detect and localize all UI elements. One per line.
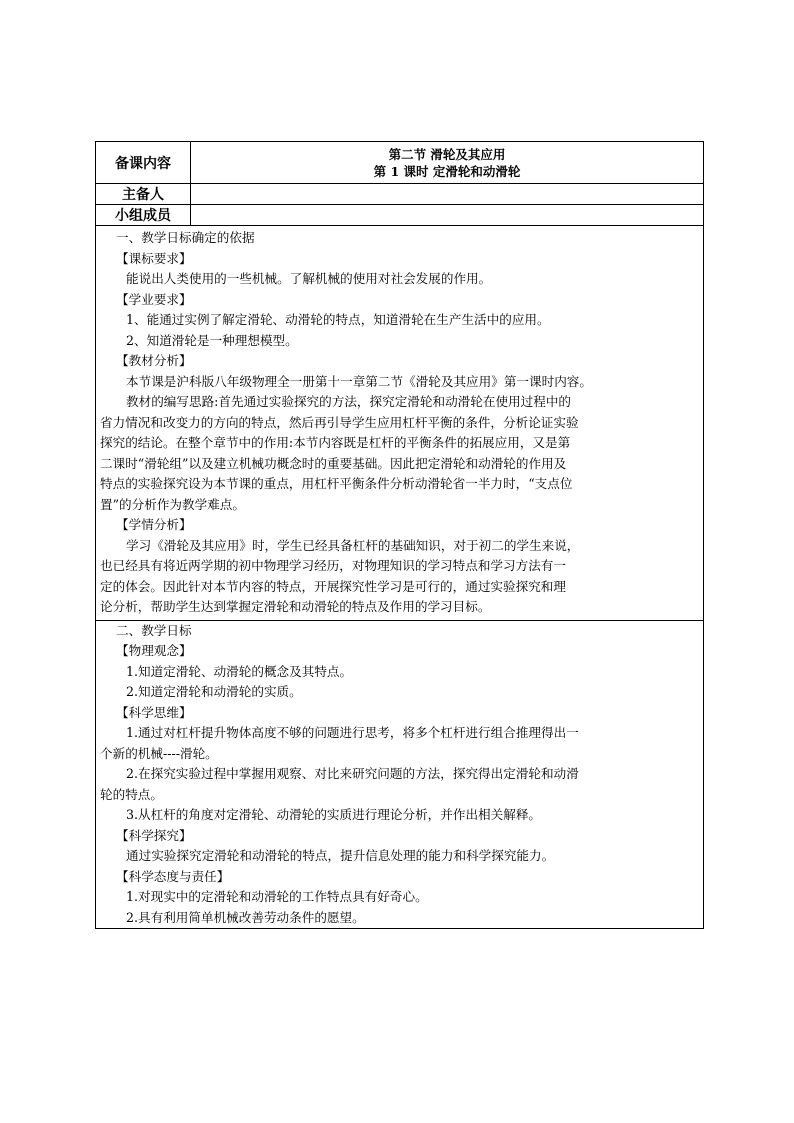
thinking-line: 轮的特点。 [100,786,163,802]
lesson-plan-table [95,141,704,929]
group-members-label: 小组成员 [96,205,191,226]
textbook-line: 探究的结论。在整个章节中的作用:本节内容既是杠杆的平衡条件的拓展应用，又是第 [100,435,571,450]
lead-teacher-label: 主备人 [96,184,191,205]
section-basis [96,228,703,621]
tag-scientific-thinking: 【科学思维】 [116,704,192,720]
lesson-subtitle: 第 1 课时 定滑轮和动滑轮 [373,163,521,179]
concept-item: 1.知道定滑轮、动滑轮的概念及其特点。 [126,663,353,679]
textbook-line: 省力情况和改变力的方向的特点，然后再引导学生应用杠杆平衡的条件，分析论证实验 [100,414,579,430]
textbook-line: 教材的编写思路:首先通过实验探究的方法，探究定滑轮和动滑轮在使用过程中的 [126,394,572,409]
concept-item: 2.知道定滑轮和动滑轮的实质。 [126,684,302,699]
section-objectives [96,621,703,929]
learner-line: 定的体会。因此针对本节内容的特点，开展探究性学习是可行的，通过实验探究和理 [100,578,566,594]
chapter-title: 第二节 滑轮及其应用 [388,146,506,162]
attitude-item: 1.对现实中的定滑轮和动滑轮的工作特点具有好奇心。 [126,889,428,904]
tag-textbook: 【教材分析】 [116,353,192,368]
thinking-line: 1.通过对杠杆提升物体高度不够的问题进行思考，将多个杠杆进行组合推理得出一 [126,725,579,740]
learner-line: 也已经具有将近两学期的初中物理学习经历，对物理知识的学习特点和学习方法有一 [100,558,566,573]
textbook-line: 二课时“滑轮组”以及建立机械功概念时的重要基础。因此把定滑轮和动滑轮的作用及 [100,455,567,471]
lead-teacher-value [191,184,704,205]
thinking-line: 3.从杠杆的角度对定滑轮、动滑轮的实质进行理论分析，并作出相关解释。 [126,807,542,822]
content-row [96,226,704,929]
tag-academic: 【学业要求】 [116,291,192,307]
thinking-line: 2.在探究实验过程中掌握用观察、对比来研究问题的方法，探究得出定滑轮和动滑 [126,766,579,781]
textbook-line: 本节课是沪科版八年级物理全一册第十一章第二节《滑轮及其应用》第一课时内容。 [126,373,592,389]
standard-text: 能说出人类使用的一些机械。了解机械的使用对社会发展的作用。 [126,271,492,286]
lesson-title [191,142,704,184]
tag-standard: 【课标要求】 [116,250,192,266]
tag-scientific-inquiry: 【科学探究】 [116,827,192,843]
group-members-value [191,205,704,226]
group-members-row [96,205,704,226]
tag-learner: 【学情分析】 [116,517,192,532]
textbook-line: 置”的分析作为教学难点。 [100,496,245,512]
attitude-item: 2.具有利用简单机械改善劳动条件的愿望。 [126,909,365,925]
section-heading: 一、教学日标确定的依据 [116,230,255,245]
inquiry-text: 通过实验探究定滑轮和动滑轮的特点，提升信息处理的能力和科学探究能力。 [126,848,555,863]
content-label: 备课内容 [96,142,191,184]
learner-line: 论分析，帮助学生达到掌握定滑轮和动滑轮的特点及作用的学习目标。 [100,599,491,614]
lead-teacher-row [96,184,704,205]
section-heading: 二、教学日标 [116,622,192,638]
textbook-line: 特点的实验探究设为本节课的重点，用杠杆平衡条件分析动滑轮省一半力时，“支点位 [100,476,573,491]
tag-attitude-responsibility: 【科学态度与责任】 [116,868,230,884]
thinking-line: 个新的机械----滑轮。 [100,745,218,761]
learner-line: 学习《滑轮及其应用》时，学生已经具备杠杆的基础知识，对于初二的学生来说， [126,537,580,553]
content-cell [96,226,704,929]
tag-physics-concept: 【物理观念】 [116,643,192,658]
academic-item: 2、知道滑轮是一种理想模型。 [126,332,298,348]
academic-item: 1、能通过实例了解定滑轮、动滑轮的特点，知道滑轮在生产生活中的应用。 [126,312,550,327]
header-row [96,142,704,184]
